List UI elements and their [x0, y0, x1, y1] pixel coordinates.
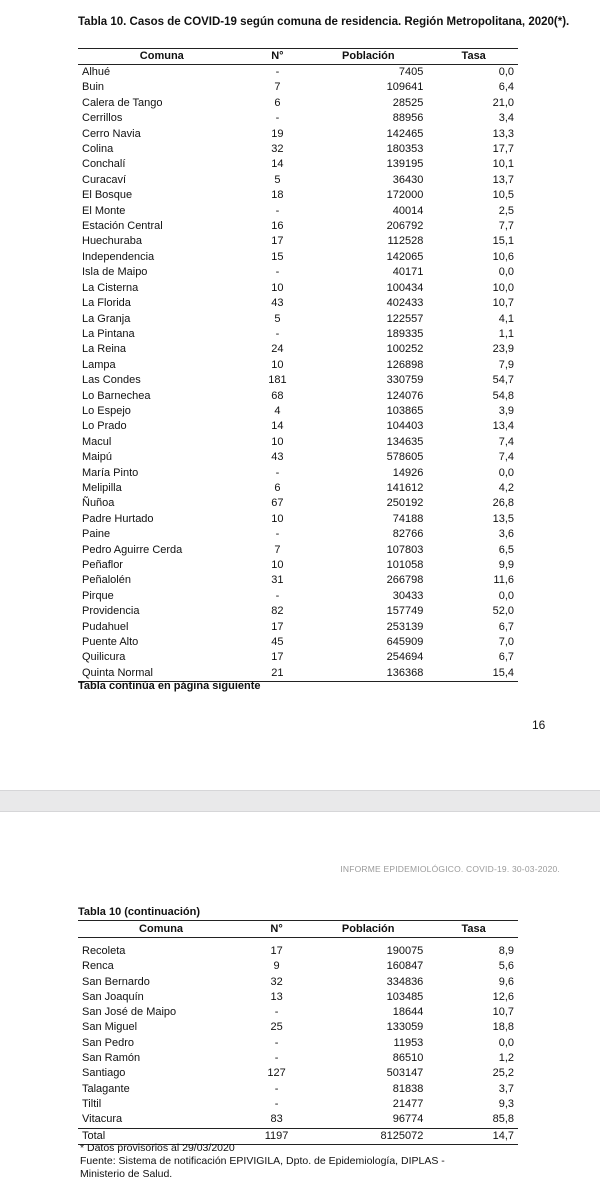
cell-poblacion: 124076	[386, 389, 424, 402]
table-row	[78, 450, 518, 465]
cell-tasa: 18,8	[492, 1021, 514, 1034]
header-n: N°	[242, 49, 314, 65]
cell-comuna: El Bosque	[82, 189, 133, 202]
cell-n: 13	[270, 990, 283, 1003]
table-row	[78, 959, 518, 974]
cell-n: 5	[274, 312, 281, 325]
table-row	[78, 219, 518, 234]
table-row	[78, 975, 518, 990]
cell-n: 5	[274, 173, 281, 186]
cell-poblacion: 14926	[392, 466, 424, 479]
table-row	[78, 80, 518, 95]
table-row	[78, 96, 518, 111]
table-title: Tabla 10. Casos de COVID-19 según comuna de residencia. Región Metropolitana, 2020(*).	[78, 16, 570, 28]
cell-poblacion: 40014	[392, 204, 424, 217]
cell-poblacion: 88956	[392, 112, 424, 125]
cell-tasa: 0,0	[498, 589, 514, 602]
cell-comuna: La Florida	[82, 297, 131, 310]
table-row	[78, 312, 518, 327]
cell-comuna: San José de Maipo	[82, 1006, 177, 1019]
cell-tasa: 4,2	[498, 481, 514, 494]
cell-tasa: 7,9	[498, 358, 514, 371]
cell-tasa: 6,7	[498, 651, 514, 664]
cell-comuna: Providencia	[82, 605, 140, 618]
cell-comuna: Melipilla	[82, 481, 122, 494]
cell-poblacion: 136368	[313, 666, 433, 682]
page-separator	[0, 790, 600, 812]
cell-n: 32	[271, 143, 284, 156]
cell-poblacion: 82766	[392, 528, 424, 541]
cell-poblacion: 250192	[386, 497, 424, 510]
cell-poblacion: 133059	[386, 1021, 424, 1034]
header-poblacion: Población	[313, 921, 433, 938]
cell-tasa: 10,7	[492, 1006, 514, 1019]
cell-tasa: 1,2	[498, 1052, 514, 1065]
cell-poblacion: 107803	[386, 543, 424, 556]
cell-poblacion: 7405	[398, 66, 424, 78]
cell-comuna: Pudahuel	[82, 620, 129, 633]
cell-tasa: 15,1	[492, 235, 514, 248]
cell-poblacion: 21477	[392, 1097, 424, 1110]
cell-n: 31	[271, 574, 284, 587]
table-row	[78, 188, 518, 203]
cell-tasa: 26,8	[492, 497, 514, 510]
cell-comuna: San Bernardo	[82, 975, 150, 988]
cell-n: 17	[271, 620, 284, 633]
table-row	[78, 1051, 518, 1066]
cell-tasa: 6,4	[498, 81, 514, 94]
cell-n: 1197	[240, 1128, 313, 1144]
cell-tasa: 13,3	[492, 127, 514, 140]
table-row	[78, 466, 518, 481]
cell-poblacion: 254694	[386, 651, 424, 664]
cell-tasa: 14,7	[433, 1128, 518, 1144]
cell-comuna: La Reina	[82, 343, 127, 356]
cell-n: 21	[242, 666, 314, 682]
table-row	[78, 234, 518, 249]
table-row	[78, 620, 518, 635]
table-row	[78, 1005, 518, 1020]
cell-tasa: 3,4	[498, 112, 514, 125]
cell-comuna: Tiltil	[82, 1097, 102, 1110]
table-row	[78, 496, 518, 511]
table-header	[78, 49, 518, 65]
cell-comuna: Buin	[82, 81, 105, 94]
running-header: INFORME EPIDEMIOLÓGICO. COVID-19. 30-03-2020.	[340, 864, 560, 874]
cell-n: 25	[270, 1021, 283, 1034]
cell-poblacion: 160847	[386, 960, 424, 973]
cell-comuna: Peñaflor	[82, 559, 123, 571]
cell-tasa: 15,4	[433, 666, 518, 682]
table-row	[78, 111, 518, 126]
cell-comuna: Calera de Tango	[82, 96, 163, 109]
table-row	[78, 358, 518, 373]
cell-poblacion: 40171	[392, 266, 424, 279]
cell-comuna: Padre Hurtado	[82, 512, 154, 525]
cell-tasa: 13,7	[492, 173, 514, 186]
cell-comuna: Cerro Navia	[82, 127, 141, 140]
cell-tasa: 54,8	[492, 389, 514, 402]
cell-poblacion: 11953	[393, 1036, 424, 1049]
table-row	[78, 944, 518, 959]
cell-n: 15	[271, 250, 284, 263]
cell-comuna: Huechuraba	[82, 235, 142, 248]
cell-n: -	[275, 266, 280, 279]
cell-tasa: 10,5	[492, 189, 514, 202]
cell-comuna: Colina	[82, 143, 114, 156]
table-notes	[80, 1142, 540, 1181]
cell-comuna: La Pintana	[82, 327, 135, 340]
cell-tasa: 54,7	[492, 374, 514, 387]
cell-poblacion: 74188	[392, 512, 424, 525]
cell-tasa: 52,0	[492, 605, 514, 618]
cell-comuna: Pedro Aguirre Cerda	[82, 543, 183, 556]
table-row	[78, 990, 518, 1005]
cell-tasa: 9,9	[498, 559, 514, 571]
cell-comuna: Lampa	[82, 358, 116, 371]
note-source-cont: Ministerio de Salud.	[80, 1168, 173, 1180]
table-row	[78, 342, 518, 357]
cell-tasa: 10,0	[492, 281, 514, 294]
cell-tasa: 7,7	[498, 220, 514, 233]
cell-poblacion: 645909	[386, 636, 424, 649]
cell-poblacion: 112528	[387, 235, 424, 248]
cell-n: 45	[271, 636, 284, 649]
cell-comuna: Santiago	[82, 1067, 126, 1080]
cell-comuna: Independencia	[82, 250, 155, 263]
table-row	[78, 389, 518, 404]
cell-poblacion: 189335	[386, 327, 424, 340]
cell-comuna: Pirque	[82, 589, 114, 602]
cell-poblacion: 126898	[386, 358, 424, 371]
cell-tasa: 17,7	[492, 143, 514, 156]
table-row	[78, 1082, 518, 1097]
table-row	[78, 481, 518, 496]
table-row	[78, 250, 518, 265]
table-header	[78, 921, 518, 938]
cell-n: 10	[271, 358, 284, 371]
cell-comuna: San Miguel	[82, 1021, 138, 1034]
cell-poblacion: 503147	[386, 1067, 424, 1080]
table-row	[78, 265, 518, 280]
table-row	[78, 173, 518, 188]
cell-poblacion: 157749	[386, 605, 424, 618]
covid-cases-table-continued	[78, 920, 518, 1145]
cell-n: 43	[271, 451, 284, 464]
cell-poblacion: 109641	[386, 81, 424, 94]
cell-comuna: Las Condes	[82, 374, 141, 387]
cell-n: 82	[271, 605, 284, 618]
cell-tasa: 3,7	[498, 1082, 514, 1095]
table-row	[78, 543, 518, 558]
cell-poblacion: 103865	[386, 404, 424, 417]
cell-comuna: La Cisterna	[82, 281, 139, 294]
cell-comuna: Cerrillos	[82, 112, 123, 125]
table-row	[78, 512, 518, 527]
cell-comuna: Recoleta	[82, 945, 126, 957]
cell-comuna: Alhué	[82, 66, 111, 78]
cell-poblacion: 101058	[386, 559, 424, 571]
cell-tasa: 0,0	[498, 1036, 514, 1049]
continue-note: Tabla continúa en página siguiente	[78, 680, 261, 692]
cell-n: 83	[270, 1113, 283, 1126]
cell-tasa: 4,1	[498, 312, 514, 325]
cell-poblacion: 402433	[386, 297, 424, 310]
continuation-title: Tabla 10 (continuación)	[78, 906, 201, 918]
cell-tasa: 11,6	[493, 574, 514, 587]
cell-n: 17	[270, 945, 283, 957]
table-row	[78, 604, 518, 619]
table-row	[78, 65, 518, 81]
table-row	[78, 1112, 518, 1128]
cell-n: -	[275, 589, 280, 602]
cell-poblacion: 18644	[392, 1006, 424, 1019]
cell-n: 16	[271, 220, 284, 233]
cell-poblacion: 206792	[386, 220, 424, 233]
cell-n: 14	[271, 420, 284, 433]
cell-poblacion: 253139	[386, 620, 424, 633]
cell-tasa: 9,6	[498, 975, 514, 988]
cell-poblacion: 180353	[386, 143, 424, 156]
cell-comuna: Renca	[82, 960, 114, 973]
cell-poblacion: 334836	[386, 975, 424, 988]
cell-n: 6	[274, 96, 281, 109]
cell-tasa: 25,2	[492, 1067, 514, 1080]
cell-poblacion: 100252	[386, 343, 424, 356]
cell-comuna: Lo Prado	[82, 420, 127, 433]
cell-tasa: 1,1	[498, 327, 514, 340]
cell-tasa: 10,6	[492, 250, 514, 263]
table-body	[78, 938, 518, 1145]
cell-n: 6	[274, 481, 281, 494]
table-row	[78, 435, 518, 450]
cell-n: 19	[271, 127, 284, 140]
table-row	[78, 296, 518, 311]
cell-n: -	[274, 1082, 279, 1095]
cell-poblacion: 142465	[386, 127, 424, 140]
cell-poblacion: 30433	[392, 589, 424, 602]
table-row	[78, 142, 518, 157]
cell-n: -	[275, 327, 280, 340]
table-row	[78, 327, 518, 342]
cell-n: -	[274, 1036, 279, 1049]
cell-n: 10	[271, 281, 284, 294]
cell-n: 43	[271, 297, 284, 310]
cell-n: 18	[271, 189, 284, 202]
cell-n: -	[274, 1097, 279, 1110]
cell-tasa: 3,9	[498, 404, 514, 417]
header-tasa: Tasa	[433, 921, 518, 938]
cell-n: 17	[271, 651, 284, 664]
table-row	[78, 204, 518, 219]
cell-tasa: 9,3	[498, 1097, 514, 1110]
cell-poblacion: 122557	[386, 312, 424, 325]
cell-tasa: 2,5	[498, 204, 514, 217]
table-row	[78, 635, 518, 650]
cell-n: 68	[271, 389, 284, 402]
cell-n: 181	[268, 374, 287, 387]
table-row	[78, 1020, 518, 1035]
cell-tasa: 6,5	[498, 543, 514, 556]
cell-comuna: María Pinto	[82, 466, 139, 479]
cell-comuna: Macul	[82, 435, 112, 448]
cell-tasa: 10,1	[492, 158, 514, 171]
cell-comuna: Maipú	[82, 451, 112, 464]
cell-poblacion: 141612	[386, 481, 424, 494]
cell-comuna: Estación Central	[82, 220, 163, 233]
cell-n: -	[274, 1052, 279, 1065]
cell-n: 7	[274, 81, 281, 94]
cell-comuna: El Monte	[82, 204, 126, 217]
cell-n: -	[275, 112, 280, 125]
cell-comuna: Isla de Maipo	[82, 266, 148, 279]
cell-poblacion: 96774	[392, 1113, 424, 1126]
table-row	[78, 650, 518, 665]
header-poblacion: Población	[313, 49, 433, 65]
cell-n: 17	[271, 235, 284, 248]
cell-n: -	[275, 66, 280, 78]
header-comuna: Comuna	[78, 49, 242, 65]
table-row	[78, 157, 518, 172]
cell-n: 10	[271, 512, 284, 525]
cell-poblacion: 172000	[386, 189, 424, 202]
cell-tasa: 23,9	[492, 343, 514, 356]
cell-poblacion: 330759	[386, 374, 424, 387]
table-row	[78, 1097, 518, 1112]
cell-tasa: 10,7	[492, 297, 514, 310]
table-row	[78, 281, 518, 296]
cell-comuna: Lo Barnechea	[82, 389, 151, 402]
cell-tasa: 0,0	[498, 466, 514, 479]
cell-poblacion: 8125072	[313, 1128, 433, 1144]
cell-n: 10	[271, 559, 284, 571]
cell-poblacion: 100434	[386, 281, 424, 294]
cell-poblacion: 190075	[386, 945, 424, 957]
table-row	[78, 419, 518, 434]
cell-comuna: Lo Espejo	[82, 404, 131, 417]
covid-cases-table	[78, 48, 518, 682]
cell-n: 127	[267, 1067, 286, 1080]
note-source: Fuente: Sistema de notificación EPIVIGILA, Dpto. de Epidemiología, DIPLAS -	[80, 1155, 445, 1167]
cell-poblacion: 134635	[386, 435, 424, 448]
cell-tasa: 5,6	[498, 960, 514, 973]
cell-n: 10	[271, 435, 284, 448]
cell-comuna: San Joaquín	[82, 990, 144, 1003]
cell-comuna: Vitacura	[82, 1113, 123, 1126]
cell-comuna: Conchalí	[82, 158, 126, 171]
table-row	[78, 404, 518, 419]
cell-comuna: Curacaví	[82, 173, 127, 186]
cell-comuna: Puente Alto	[82, 636, 139, 649]
cell-n: -	[274, 1006, 279, 1019]
cell-tasa: 0,0	[498, 266, 514, 279]
cell-tasa: 12,6	[492, 990, 514, 1003]
cell-n: -	[275, 466, 280, 479]
cell-tasa: 0,0	[498, 66, 514, 78]
header-comuna: Comuna	[78, 921, 240, 938]
cell-poblacion: 81838	[392, 1082, 424, 1095]
table-row	[78, 1036, 518, 1051]
cell-n: 4	[274, 404, 281, 417]
note-provisional: * Datos provisorios al 29/03/2020	[80, 1142, 235, 1154]
cell-poblacion: 578605	[386, 451, 424, 464]
header-tasa: Tasa	[433, 49, 518, 65]
cell-comuna: Paine	[82, 528, 111, 541]
table-body	[78, 65, 518, 682]
table-row	[78, 558, 518, 573]
cell-tasa: 8,9	[498, 945, 514, 957]
cell-tasa: 85,8	[492, 1113, 514, 1126]
cell-tasa: 7,0	[498, 636, 514, 649]
cell-poblacion: 139195	[386, 158, 424, 171]
table-row	[78, 573, 518, 588]
cell-n: 32	[270, 975, 283, 988]
cell-tasa: 13,4	[492, 420, 514, 433]
cell-n: 67	[271, 497, 284, 510]
cell-n: -	[275, 528, 280, 541]
cell-poblacion: 36430	[392, 173, 424, 186]
cell-poblacion: 142065	[386, 250, 424, 263]
table-row	[78, 1066, 518, 1081]
cell-tasa: 13,5	[492, 512, 514, 525]
cell-n: 7	[274, 543, 281, 556]
cell-n: -	[275, 204, 280, 217]
cell-poblacion: 28525	[392, 96, 424, 109]
cell-n: 14	[271, 158, 284, 171]
page-number: 16	[532, 718, 546, 732]
document-page-17	[0, 812, 600, 1200]
cell-comuna: Peñalolén	[82, 574, 131, 587]
cell-comuna: Total	[78, 1128, 240, 1144]
table-row	[78, 127, 518, 142]
cell-tasa: 3,6	[498, 528, 514, 541]
cell-comuna: Quilicura	[82, 651, 126, 664]
cell-n: 24	[271, 343, 284, 356]
cell-comuna: San Ramón	[82, 1052, 141, 1065]
cell-comuna: Talagante	[82, 1082, 130, 1095]
cell-tasa: 7,4	[498, 451, 514, 464]
header-n: N°	[240, 921, 313, 938]
table-row	[78, 589, 518, 604]
cell-poblacion: 266798	[386, 574, 424, 587]
cell-n: 9	[273, 960, 280, 973]
cell-comuna: Ñuñoa	[82, 497, 115, 510]
cell-poblacion: 103485	[386, 990, 424, 1003]
cell-poblacion: 104403	[386, 420, 424, 433]
table-row	[78, 527, 518, 542]
cell-tasa: 21,0	[492, 96, 514, 109]
cell-comuna: Quinta Normal	[78, 666, 242, 682]
cell-comuna: San Pedro	[82, 1036, 134, 1049]
cell-tasa: 6,7	[498, 620, 514, 633]
cell-comuna: La Granja	[82, 312, 131, 325]
table-row	[78, 373, 518, 388]
cell-poblacion: 86510	[392, 1052, 424, 1065]
cell-tasa: 7,4	[498, 435, 514, 448]
